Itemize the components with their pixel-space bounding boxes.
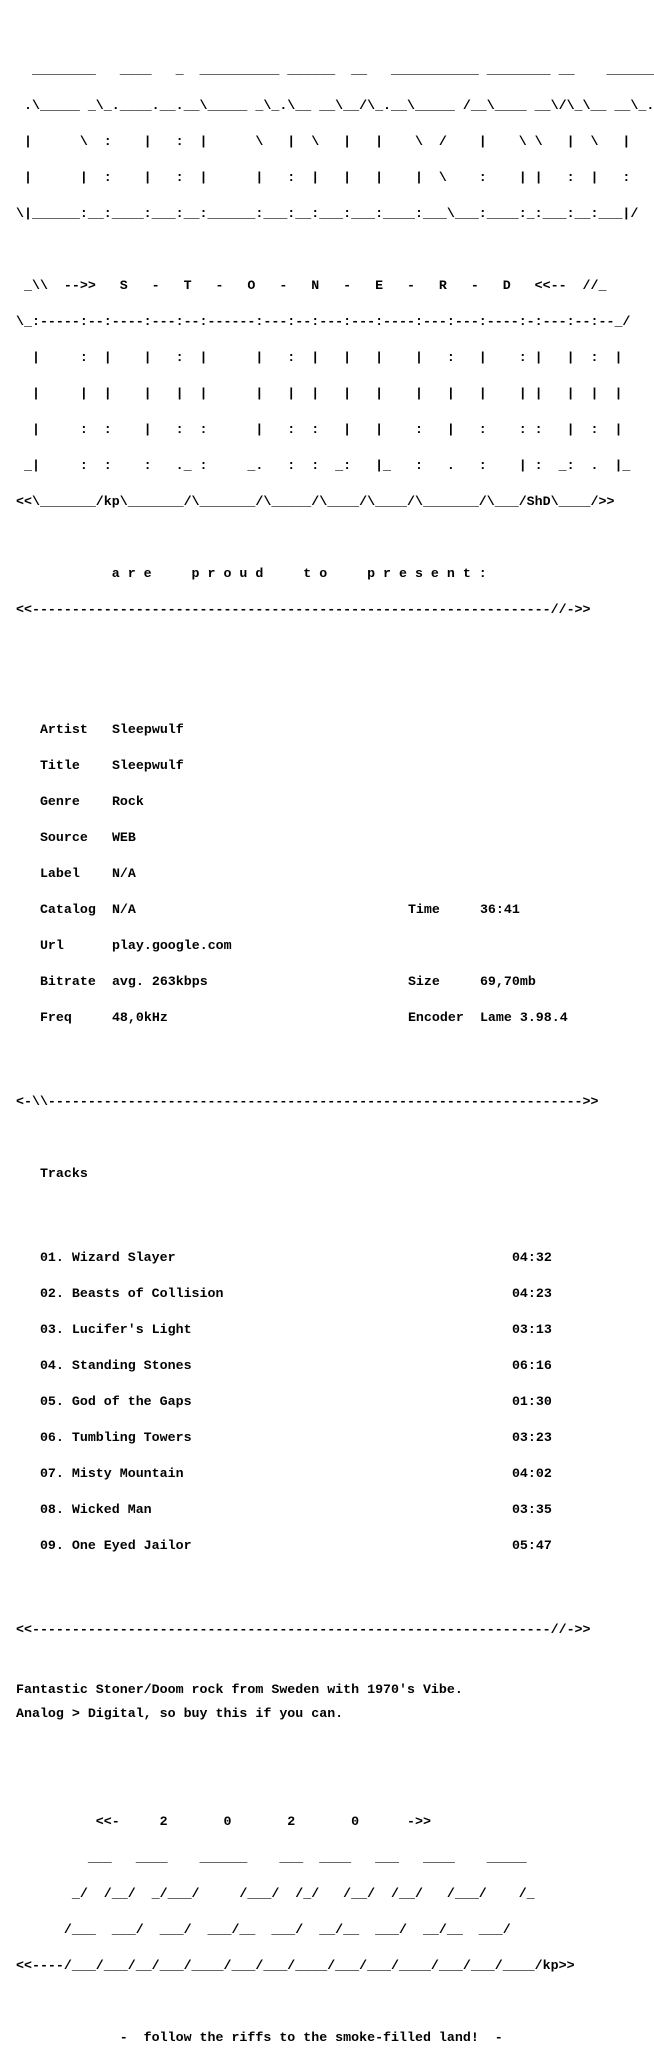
freq-label: Freq — [39, 1010, 72, 1025]
logo-top-line: \|______:__:____:___:__:______:___:__:___:___:____:___\___:____:_:___:__:___|/ — [16, 206, 639, 221]
logo-top-line: .\_____ _\_.____.__.__\_____ _\_.\__ __\__/\_.__\_____ /__\____ __\/\_\__ __\_. — [16, 98, 654, 113]
track-row — [16, 1252, 632, 1264]
source-label: Source — [39, 830, 88, 845]
track-name: 06. Tumbling Towers — [39, 1430, 192, 1445]
year-art-line: <<----/___/___/__/___/____/___/___/____/___/___/____/___/___/____/kp>> — [16, 1958, 575, 1973]
year-art-line: /___ ___/ ___/ ___/__ ___/ __/__ ___/ __/__ ___/ — [16, 1922, 511, 1937]
info-row-label — [16, 868, 632, 880]
track-row — [16, 1504, 632, 1516]
track-name: 05. God of the Gaps — [39, 1394, 192, 1409]
divider-bottom: <<-----------------------------------------------------------------//->> — [16, 1622, 591, 1637]
source-value: WEB — [111, 830, 136, 845]
artist-value: Sleepwulf — [111, 722, 184, 737]
catalog-label: Catalog — [39, 902, 96, 917]
track-row — [16, 1432, 632, 1444]
track-row — [16, 1396, 632, 1408]
size-value: 69,70mb — [479, 974, 536, 989]
info-row-artist — [16, 724, 632, 736]
info-row-source — [16, 832, 632, 844]
logo-bottom-line: | : | | : | | : | | | | : | : | | : | — [16, 350, 623, 365]
info-row-genre — [16, 796, 632, 808]
logo-top-line: | \ : | : | \ | \ | | \ / | \ \ | \ | — [16, 134, 631, 149]
logo-bottom-line: \_:-----:--:----:---:--:------:---:--:---:---:----:---:---:----:-:---:--:--_/ — [16, 314, 631, 329]
track-row — [16, 1540, 632, 1552]
year-block — [0, 1720, 632, 2056]
time-label: Time — [407, 902, 440, 917]
note-text: Analog > Digital, so buy this if you can. — [16, 1706, 344, 1721]
track-time: 06:16 — [511, 1358, 552, 1373]
track-name: 03. Lucifer's Light — [39, 1322, 192, 1337]
logo-bottom-line: | | | | | | | | | | | | | | | | | | | — [16, 386, 623, 401]
track-row — [16, 1360, 632, 1372]
description-text: Fantastic Stoner/Doom rock from Sweden with 1970's Vibe. — [16, 1682, 463, 1697]
label-value: N/A — [111, 866, 136, 881]
track-name: 09. One Eyed Jailor — [39, 1538, 192, 1553]
track-row — [16, 1324, 632, 1336]
artist-label: Artist — [39, 722, 88, 737]
track-name: 08. Wicked Man — [39, 1502, 152, 1517]
title-label: Title — [39, 758, 80, 773]
logo-bottom-line: _| : : : ._ : _. : : _: |_ : . : | : _: . |_ — [16, 458, 631, 473]
logo-top-line: | | : | : | | : | | | | \ : | | : | : — [16, 170, 631, 185]
info-row-freq — [16, 1012, 632, 1024]
logo-bottom-line: | : : | : : | : : | | : | : : : | : | — [16, 422, 623, 437]
info-row-bitrate — [16, 976, 632, 988]
track-time: 04:02 — [511, 1466, 552, 1481]
label-label: Label — [39, 866, 80, 881]
url-label: Url — [39, 938, 64, 953]
track-time: 04:32 — [511, 1250, 552, 1265]
size-label: Size — [407, 974, 440, 989]
footer-slogan: - follow the riffs to the smoke-filled land! - — [16, 2030, 503, 2045]
description-block — [0, 1684, 632, 1720]
url-value: play.google.com — [111, 938, 232, 953]
track-time: 04:23 — [511, 1286, 552, 1301]
catalog-value: N/A — [111, 902, 136, 917]
encoder-value: Lame 3.98.4 — [479, 1010, 568, 1025]
title-value: Sleepwulf — [111, 758, 184, 773]
info-row-url — [16, 940, 632, 952]
year-art-line: _/ /__/ _/___/ /___/ /_/ /__/ /__/ /___/ /_ — [16, 1886, 535, 1901]
track-time: 01:30 — [511, 1394, 552, 1409]
time-value: 36:41 — [479, 902, 520, 917]
track-time: 05:47 — [511, 1538, 552, 1553]
year-line: <<- 2 0 2 0 ->> — [16, 1814, 431, 1829]
logo-top-line: ________ ____ _ __________ ______ __ ___________ ________ __ ______ — [16, 62, 654, 77]
bitrate-label: Bitrate — [39, 974, 96, 989]
year-art-line: ___ ____ ______ ___ ____ ___ ____ _____ — [16, 1850, 527, 1865]
divider-top: <<-----------------------------------------------------------------//->> — [16, 602, 591, 617]
stonerd-title: _\\ -->> S - T - O - N - E - R - D <<-- //_ — [16, 278, 607, 293]
logo-bottom-line: <<\_______/kp\_______/\_______/\_____/\____/\____/\_______/\___/ShD\____/>> — [16, 494, 615, 509]
track-name: 07. Misty Mountain — [39, 1466, 184, 1481]
track-row — [16, 1468, 632, 1480]
info-row-catalog — [16, 904, 632, 916]
track-name: 04. Standing Stones — [39, 1358, 192, 1373]
track-time: 03:23 — [511, 1430, 552, 1445]
track-name: 02. Beasts of Collision — [39, 1286, 224, 1301]
track-time: 03:35 — [511, 1502, 552, 1517]
track-name: 01. Wizard Slayer — [39, 1250, 176, 1265]
genre-value: Rock — [111, 794, 144, 809]
freq-value: 48,0kHz — [111, 1010, 168, 1025]
encoder-label: Encoder — [407, 1010, 464, 1025]
bitrate-value: avg. 263kbps — [111, 974, 208, 989]
tracks-heading: Tracks — [39, 1166, 88, 1181]
divider-middle: <-\\------------------------------------------------------------------->> — [16, 1094, 599, 1109]
track-time: 03:13 — [511, 1322, 552, 1337]
track-row — [16, 1288, 632, 1300]
info-row-title — [16, 760, 632, 772]
genre-label: Genre — [39, 794, 80, 809]
present-line: a r e p r o u d t o p r e s e n t : — [16, 566, 487, 581]
